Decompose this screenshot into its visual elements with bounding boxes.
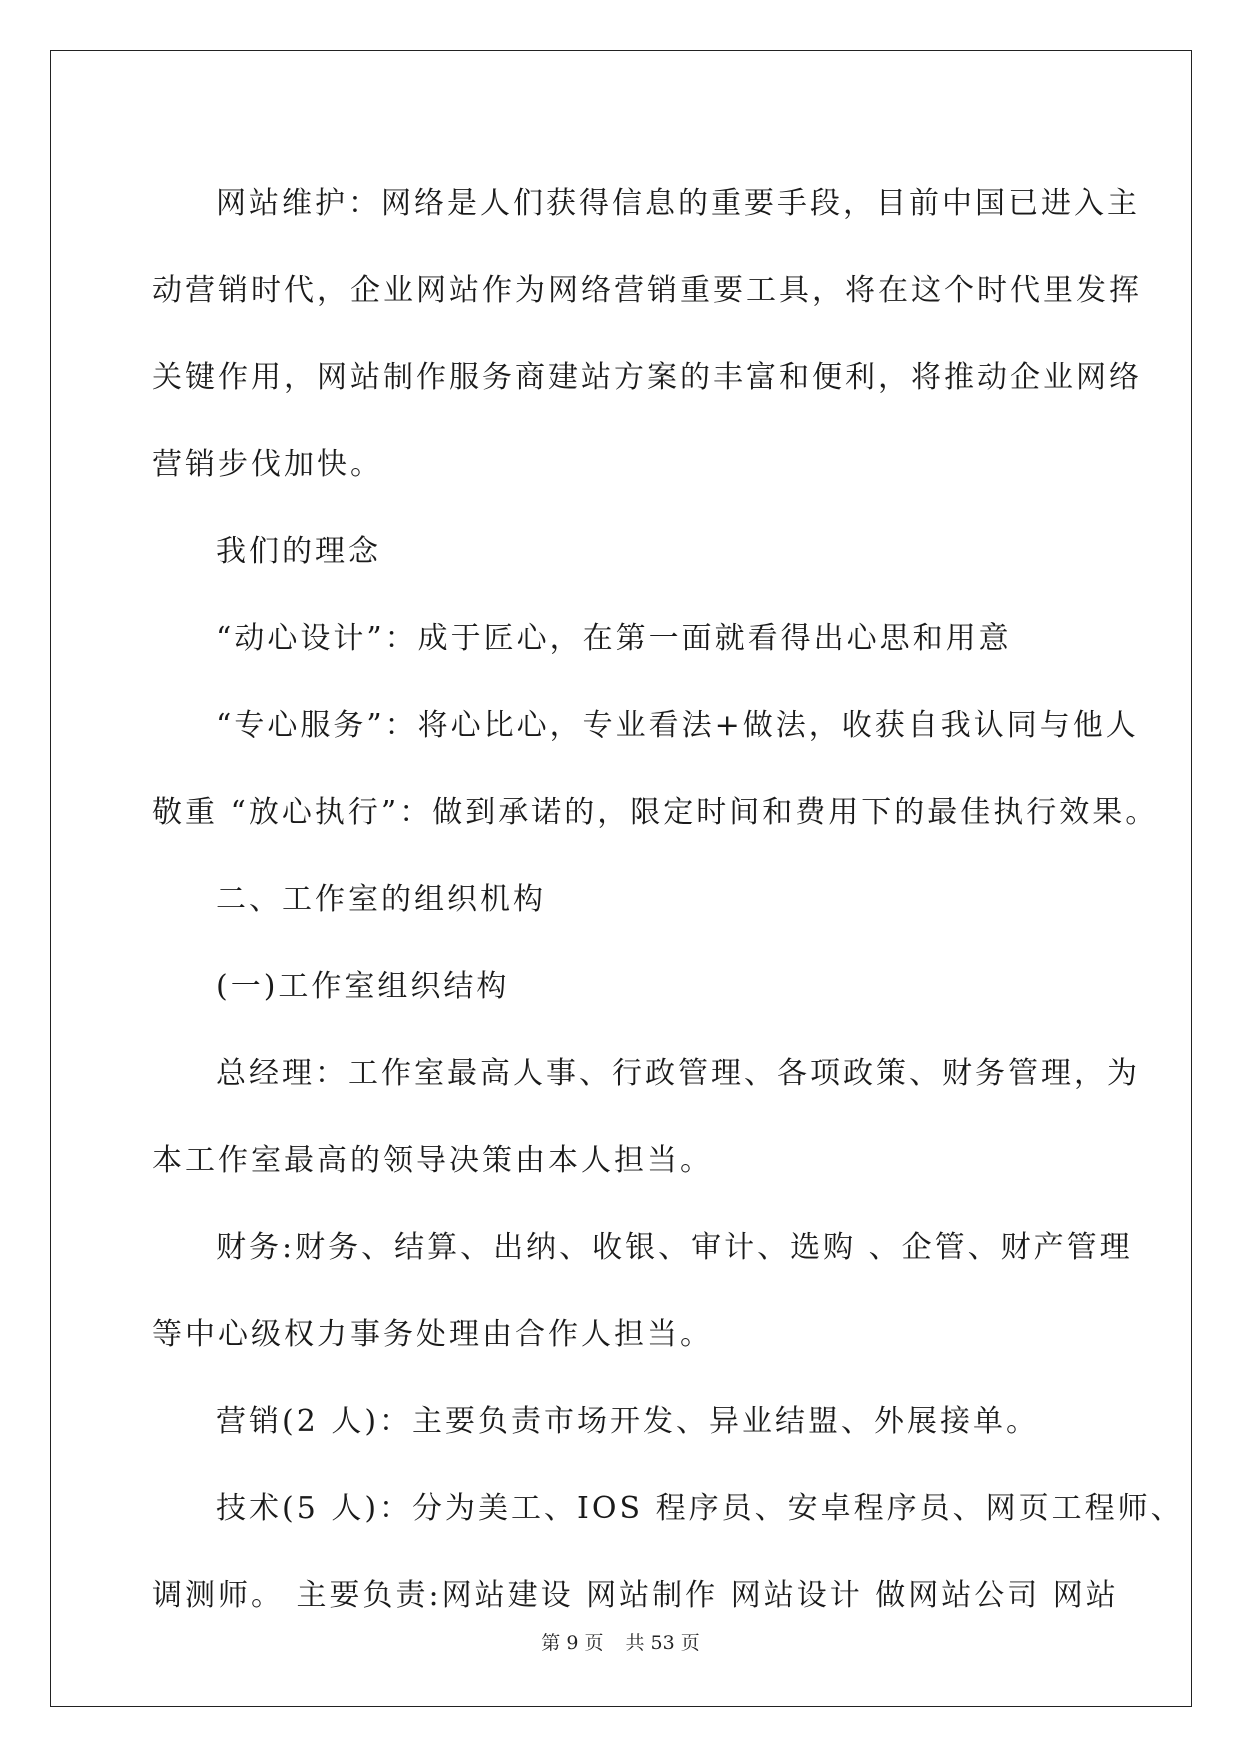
subsection-heading: (一)工作室组织结构	[216, 969, 510, 1004]
paragraph-line: “动心设计”：成于匠心，在第一面就看得出心思和用意	[216, 621, 1012, 656]
paragraph-line: 等中心级权力事务处理由合作人担当。	[152, 1317, 713, 1352]
paragraph-line: 技术(5 人)：分为美工、IOS 程序员、安卓程序员、网页工程师、	[216, 1491, 1184, 1526]
paragraph-line: 营销步伐加快。	[152, 447, 383, 482]
page-total: 共 53 页	[625, 1632, 700, 1654]
paragraph-line: 敬重 “放心执行”：做到承诺的，限定时间和费用下的最佳执行效果。	[152, 795, 1159, 830]
page-footer	[0, 1628, 1241, 1655]
section-heading: 我们的理念	[216, 534, 381, 569]
paragraph-line: 营销(2 人)：主要负责市场开发、异业结盟、外展接单。	[216, 1404, 1040, 1439]
paragraph-line: 动营销时代，企业网站作为网络营销重要工具，将在这个时代里发挥	[152, 273, 1142, 308]
paragraph-line: 财务:财务、结算、出纳、收银、审计、选购 、企管、财产管理	[216, 1230, 1133, 1265]
paragraph-line: 关键作用，网站制作服务商建站方案的丰富和便利，将推动企业网络	[152, 360, 1142, 395]
paragraph-line: 本工作室最高的领导决策由本人担当。	[152, 1143, 713, 1178]
paragraph-line: “专心服务”：将心比心，专业看法+做法，收获自我认同与他人	[216, 708, 1139, 743]
document-body	[152, 160, 1184, 1639]
section-heading: 二、工作室的组织机构	[216, 882, 546, 917]
paragraph-line: 总经理：工作室最高人事、行政管理、各项政策、财务管理，为	[216, 1056, 1140, 1091]
paragraph-line: 调测师。 主要负责:网站建设 网站制作 网站设计 做网站公司 网站	[152, 1578, 1119, 1613]
paragraph-line: 网站维护：网络是人们获得信息的重要手段，目前中国已进入主	[216, 186, 1140, 221]
page-number: 第 9 页	[541, 1632, 604, 1654]
